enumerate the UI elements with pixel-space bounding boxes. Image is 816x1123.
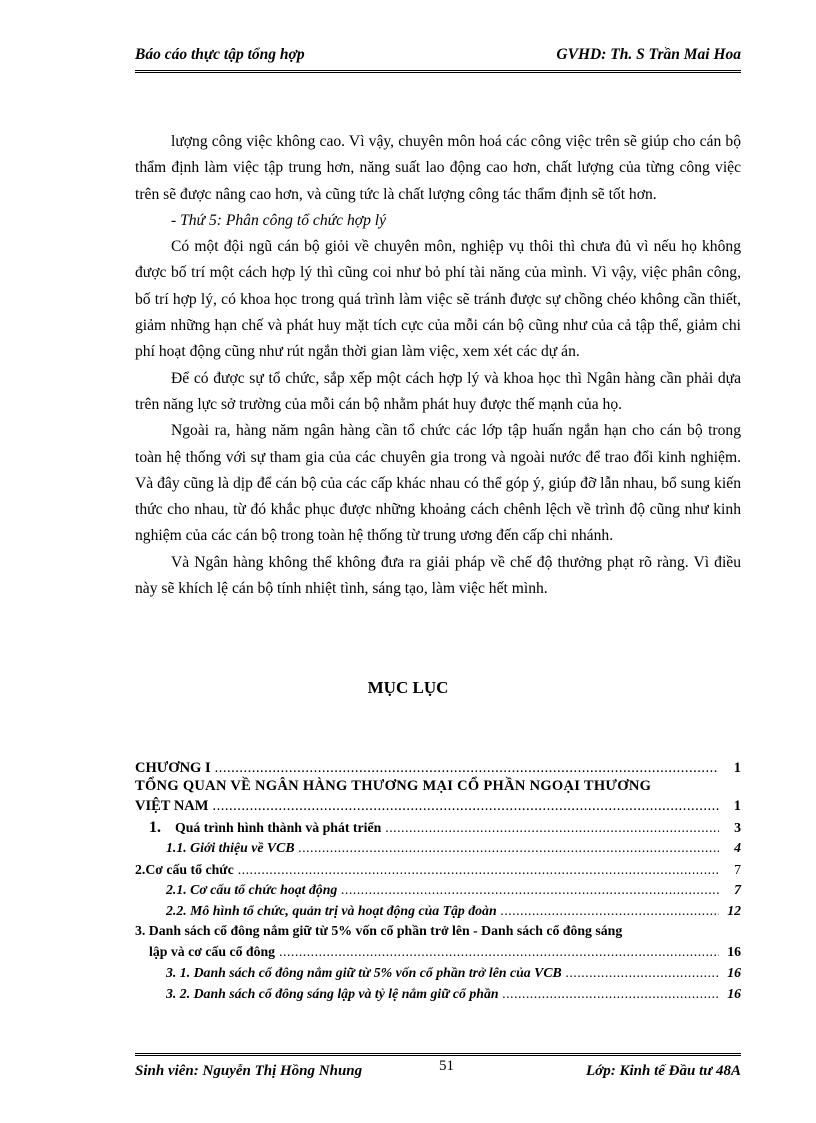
toc-entry-label: 2.2. Mô hình tổ chức, quản trị và hoạt động của Tập đoàn bbox=[166, 903, 497, 918]
toc-title: MỤC LỤC bbox=[367, 678, 449, 697]
toc-entry[interactable] bbox=[149, 944, 741, 964]
toc-leader-dots bbox=[341, 882, 719, 898]
section-heading-thu-5: - Thứ 5: Phân công tổ chức hợp lý bbox=[171, 211, 387, 229]
toc-entry-label: 3. 2. Danh sách cổ đông sáng lập và tỷ lệ nắm giữ cổ phần bbox=[166, 986, 499, 1001]
toc-leader-dots bbox=[299, 840, 719, 856]
toc-entry-label: VIỆT NAM bbox=[135, 798, 209, 814]
footer-class: Lớp: Kinh tế Đầu tư 48A bbox=[586, 1063, 741, 1079]
toc-entry-label: 2.Cơ cấu tổ chức bbox=[135, 862, 234, 877]
toc-leader-dots bbox=[279, 944, 719, 960]
toc-entry-page: 16 bbox=[727, 965, 741, 980]
toc-entry[interactable] bbox=[166, 965, 741, 985]
paragraph-4: Ngoài ra, hàng năm ngân hàng cần tổ chức các lớp tập huấn ngắn hạn cho cán bộ trong toàn hệ thống với sự tham gia của các chuyên gia trong và ngoài nước để trao đổi kinh nghiệm. Và đây cũng là dịp để cán bộ của các cấp khác nhau có thể góp ý, giúp đỡ lẫn nhau, bổ sung kiến thức cho nhau, từ đó khắc phục được những khoảng cách chênh lệch về trình độ cũng như kinh nghiệm của các cán bộ trong toàn hệ thống từ trung ương đến cấp chi nhánh. bbox=[135, 422, 741, 545]
toc-entry[interactable] bbox=[135, 798, 741, 818]
toc-entry-label: 2.1. Cơ cấu tổ chức hoạt động bbox=[166, 882, 338, 897]
paragraph-3: Để có được sự tổ chức, sắp xếp một cách hợp lý và khoa học thì Ngân hàng cần phải dựa trên năng lực sở trường của mỗi cán bộ nhằm phát huy được thế mạnh của họ. bbox=[135, 369, 741, 413]
toc-entry[interactable] bbox=[166, 882, 741, 902]
toc-leader-dots bbox=[212, 798, 719, 815]
toc-entry[interactable] bbox=[135, 923, 741, 943]
toc-entry-page: 7 bbox=[734, 882, 741, 897]
toc-entry[interactable] bbox=[135, 862, 741, 882]
paragraph-2: Có một đội ngũ cán bộ giỏi về chuyên môn, nghiệp vụ thôi thì chưa đủ vì nếu họ không được bố trí một cách hợp lý thì cũng coi như bỏ phí tài năng của mình. Vì vậy, việc phân công, bố trí hợp lý, có khoa học trong quá trình làm việc sẽ tránh được sự chồng chéo không cần thiết, giảm những hạn chế và phát huy mặt tích cực của mỗi cán bộ cũng như của cả tập thể, giảm chi phí hoạt động cũng như rút ngắn thời gian làm việc, xem xét các dự án. bbox=[135, 238, 741, 361]
toc-leader-dots bbox=[566, 965, 719, 981]
toc-entry-label: 3. 1. Danh sách cổ đông nắm giữ từ 5% vốn cổ phần trở lên của VCB bbox=[166, 965, 562, 980]
toc-entry-label: 3. Danh sách cổ đông nắm giữ từ 5% vốn cổ phần trở lên - Danh sách cổ đông sáng bbox=[135, 923, 623, 938]
toc-entry-label: TỔNG QUAN VỀ NGÂN HÀNG THƯƠNG MẠI CỔ PHẦN NGOẠI THƯƠNG bbox=[135, 778, 652, 794]
toc-entry-page: 16 bbox=[727, 944, 741, 959]
toc-entry-page: 4 bbox=[734, 840, 741, 855]
toc-leader-dots bbox=[503, 986, 719, 1002]
page-number: 51 bbox=[439, 1058, 454, 1074]
body-text bbox=[135, 129, 741, 602]
paragraph-5: Và Ngân hàng không thể không đưa ra giải pháp về chế độ thưởng phạt rõ ràng. Vì điều này sẽ khích lệ cán bộ tính nhiệt tình, sáng tạo, làm việc hết mình. bbox=[135, 553, 741, 598]
toc-entry[interactable] bbox=[166, 840, 741, 860]
toc-entry-label: 1.1. Giới thiệu về VCB bbox=[166, 840, 295, 855]
header-report-title: Báo cáo thực tập tổng hợp bbox=[135, 46, 305, 63]
toc-entry-label: CHƯƠNG I bbox=[135, 760, 211, 776]
toc-leader-dots bbox=[215, 760, 719, 777]
toc-entry-number: 1. bbox=[149, 819, 161, 836]
toc-entry[interactable] bbox=[135, 778, 741, 798]
footer-student: Sinh viên: Nguyễn Thị Hồng Nhung bbox=[135, 1063, 363, 1079]
toc-leader-dots bbox=[385, 820, 719, 836]
toc-entry-page: 16 bbox=[727, 986, 741, 1001]
toc-entry[interactable] bbox=[166, 903, 741, 923]
toc-entry-page: 1 bbox=[733, 760, 741, 776]
toc-entry[interactable] bbox=[135, 760, 741, 780]
header-advisor: GVHD: Th. S Trần Mai Hoa bbox=[556, 46, 741, 63]
toc-entry-page: 3 bbox=[734, 820, 741, 835]
toc-entry-page: 7 bbox=[734, 862, 741, 877]
toc-entry-page: 12 bbox=[727, 903, 741, 918]
toc-entry-label: lập và cơ cấu cổ đông bbox=[149, 944, 276, 959]
toc-entry[interactable] bbox=[149, 819, 741, 839]
toc-entry-page: 1 bbox=[733, 798, 741, 814]
toc-entry[interactable] bbox=[166, 986, 741, 1006]
toc-entry-label: Quá trình hình thành và phát triển bbox=[175, 820, 382, 835]
toc-leader-dots bbox=[501, 903, 719, 919]
paragraph-1: lượng công việc không cao. Vì vậy, chuyên môn hoá các công việc trên sẽ giúp cho cán bộ thẩm định làm việc tập trung hơn, năng suất lao động cao hơn, chất lượng của từng công việc trên sẽ được nâng cao hơn, và cũng tức là chất lượng công tác thẩm định sẽ tốt hơn. bbox=[135, 133, 741, 203]
toc-leader-dots bbox=[238, 862, 719, 878]
page-footer bbox=[135, 1053, 741, 1086]
page-header bbox=[135, 44, 741, 73]
